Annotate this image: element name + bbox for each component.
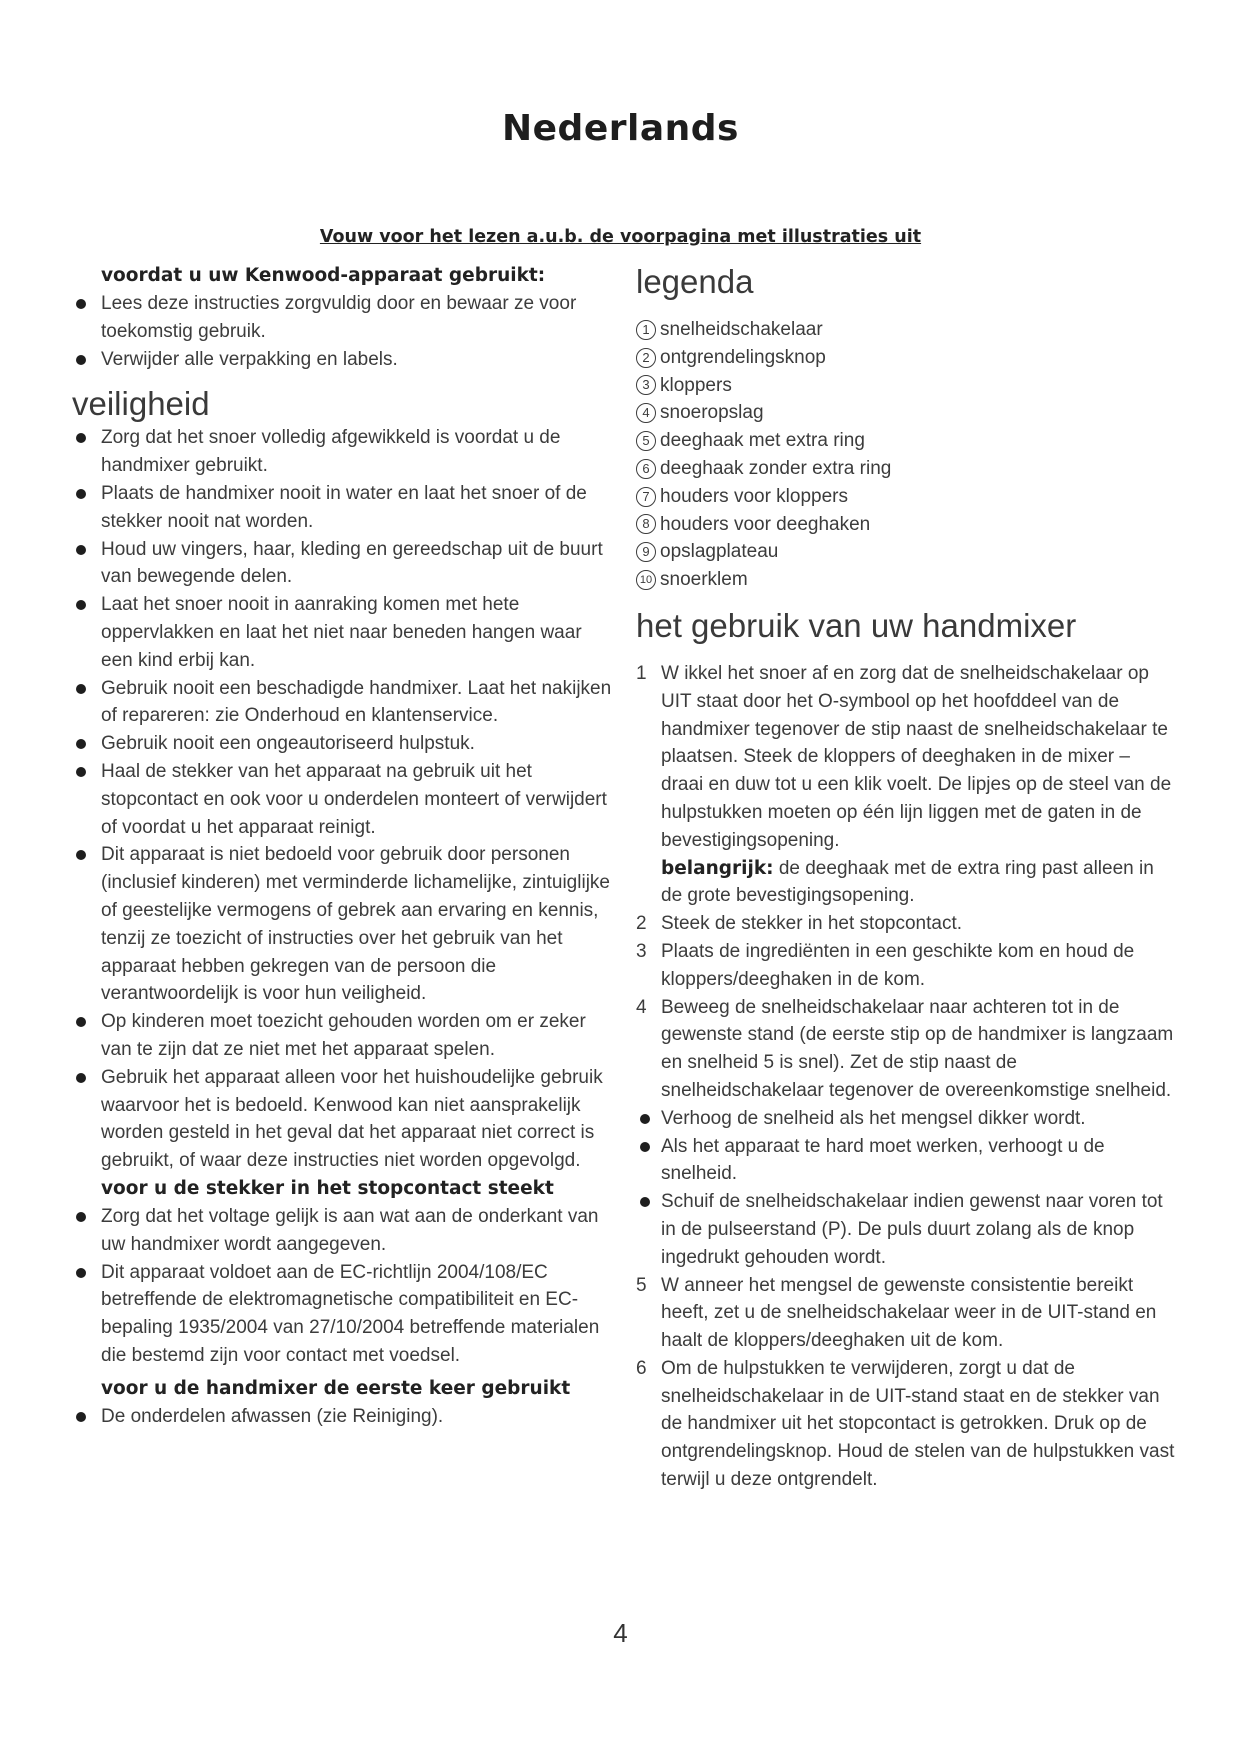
list-item: Gebruik nooit een ongeautoriseerd hulpstuk.: [72, 730, 612, 758]
number-circle-icon: 9: [636, 542, 656, 562]
number-circle-icon: 3: [636, 375, 656, 395]
legend-label: houders voor deeghaken: [660, 513, 871, 535]
legend-label: deeghaak met extra ring: [660, 430, 865, 452]
number-circle-icon: 4: [636, 403, 656, 423]
left-column: [72, 262, 612, 1430]
legend-item: [636, 316, 1176, 344]
list-item: Laat het snoer nooit in aanraking komen met hete oppervlakken en laat het niet naar beneden hangen waar een kind erbij kan.: [72, 591, 612, 674]
number-circle-icon: 7: [636, 487, 656, 507]
before-use-list: [72, 290, 612, 373]
list-item: Plaats de handmixer nooit in water en laat het snoer of de stekker nooit nat worden.: [72, 480, 612, 536]
right-column: [636, 262, 1176, 1494]
list-item: Houd uw vingers, haar, kleding en gereedschap uit de buurt van bewegende delen.: [72, 536, 612, 592]
fold-notice: Vouw voor het lezen a.u.b. de voorpagina met illustraties uit: [319, 227, 922, 247]
list-item: De onderdelen afwassen (zie Reiniging).: [72, 1403, 612, 1431]
list-item: Verwijder alle verpakking en labels.: [72, 346, 612, 374]
list-item: Gebruik nooit een beschadigde handmixer. Laat het nakijken of repareren: zie Onderhoud en klantenservice.: [72, 675, 612, 731]
list-item: Op kinderen moet toezicht gehouden worden om er zeker van te zijn dat ze niet met het apparaat spelen.: [72, 1008, 612, 1064]
legend-label: opslagplateau: [660, 541, 779, 563]
step-number: 2: [636, 913, 647, 935]
list-item: Lees deze instructies zorgvuldig door en bewaar ze voor toekomstig gebruik.: [72, 290, 612, 346]
step-6: [636, 1355, 1176, 1494]
safety-list: [72, 424, 612, 1175]
plug-heading: voor u de stekker in het stopcontact steekt: [101, 1177, 554, 1199]
legend-item: [636, 344, 1176, 372]
step-number: 4: [636, 996, 647, 1018]
step-text: W ikkel het snoer af en zorg dat de snelheidschakelaar op UIT staat door het O-symbool op het hoofddeel van de handmixer tegenover de stip naast de snelheidschakelaar te plaatsen. Steek de kloppers of deeghaken in de mixer – draai en duw tot u een klik voelt. De lipjes op de steel van de hulpstukken moeten op één lijn liggen met de gaten in de bevestigingsopening.: [661, 662, 1172, 851]
step-number: 1: [636, 662, 647, 684]
legend-item: [636, 399, 1176, 427]
list-item: Zorg dat het voltage gelijk is aan wat aan de onderkant van uw handmixer wordt aangegeven.: [72, 1203, 612, 1259]
legend-item: [636, 483, 1176, 511]
legend-list: [636, 316, 1176, 594]
step-text: W anneer het mengsel de gewenste consistentie bereikt heeft, zet u de snelheidschakelaar weer in de UIT-stand en haalt de kloppers/deeghaken uit de kom.: [661, 1274, 1157, 1352]
number-circle-icon: 2: [636, 348, 656, 368]
legend-label: snoeropslag: [660, 402, 764, 424]
step-text: Om de hulpstukken te verwijderen, zorgt u dat de snelheidschakelaar in de UIT-stand staat en de stekker van de handmixer uit het stopcontact is getrokken. Druk op de ontgrendelingsknop. Houd de stelen van de hulpstukken vast terwijl u deze ontgrendelt.: [661, 1357, 1175, 1491]
legend-item: [636, 566, 1176, 594]
step-3: [636, 938, 1176, 994]
step-bullet: Verhoog de snelheid als het mengsel dikker wordt.: [636, 1105, 1176, 1133]
step-text: Beweeg de snelheidschakelaar naar achteren tot in de gewenste stand (de eerste stip op de handmixer is langzaam en snelheid 5 is snel). Zet de stip naast de snelheidschakelaar tegenover de overeenkomstige snelheid.: [661, 996, 1174, 1101]
legend-label: snoerklem: [660, 569, 748, 591]
step-bullet: Schuif de snelheidschakelaar indien gewenst naar voren tot in de pulseerstand (P). De puls duurt zolang als de knop ingedrukt gehouden wordt.: [636, 1188, 1176, 1271]
usage-heading: het gebruik van uw handmixer: [636, 606, 1077, 644]
important-text: de deeghaak met de extra ring past alleen in de grote bevestigingsopening.: [661, 857, 1154, 907]
legend-item: [636, 427, 1176, 455]
first-use-list: [72, 1403, 612, 1431]
legend-label: deeghaak zonder extra ring: [660, 457, 892, 479]
step-text: Steek de stekker in het stopcontact.: [661, 913, 963, 935]
number-circle-icon: 6: [636, 459, 656, 479]
first-use-heading: voor u de handmixer de eerste keer gebruikt: [101, 1377, 571, 1399]
legend-label: houders voor kloppers: [660, 485, 848, 507]
important-label: belangrijk:: [661, 857, 774, 879]
number-circle-icon: 5: [636, 431, 656, 451]
number-circle-icon: 8: [636, 514, 656, 534]
step-number: 3: [636, 940, 647, 962]
legend-heading: legenda: [636, 263, 754, 300]
legend-item: [636, 372, 1176, 400]
step-1: [636, 660, 1176, 910]
page-number: 4: [613, 1618, 628, 1648]
step-text: Plaats de ingrediënten in een geschikte kom en houd de kloppers/deeghaken in de kom.: [661, 940, 1135, 990]
page-title: Nederlands: [502, 108, 739, 149]
legend-label: snelheidschakelaar: [660, 319, 823, 340]
legend-item: [636, 455, 1176, 483]
step-number: 5: [636, 1274, 647, 1296]
safety-heading: veiligheid: [72, 385, 210, 423]
number-circle-icon: 10: [636, 570, 656, 590]
before-use-heading: voordat u uw Kenwood-apparaat gebruikt:: [101, 265, 546, 286]
list-item: Dit apparaat voldoet aan de EC-richtlijn 2004/108/EC betreffende de elektromagnetische compatibiliteit en EC-bepaling 1935/2004 van 27/10/2004 betreffende materialen die bestemd zijn voor contact met voedsel.: [72, 1259, 612, 1370]
list-item: Zorg dat het snoer volledig afgewikkeld is voordat u de handmixer gebruikt.: [72, 424, 612, 480]
step-number: 6: [636, 1357, 647, 1379]
list-item: Haal de stekker van het apparaat na gebruik uit het stopcontact en ook voor u onderdelen monteert of verwijdert of voordat u het apparaat reinigt.: [72, 758, 612, 841]
legend-item: [636, 538, 1176, 566]
step-4: [636, 994, 1176, 1105]
list-item: Gebruik het apparaat alleen voor het huishoudelijke gebruik waarvoor het is bedoeld. Kenwood kan niet aansprakelijk worden gesteld in het geval dat het apparaat niet correct is gebruikt, of waar deze instructies niet worden opgevolgd.: [72, 1064, 612, 1175]
number-circle-icon: 1: [636, 320, 656, 340]
usage-steps: [636, 660, 1176, 1494]
legend-item: [636, 511, 1176, 539]
legend-label: ontgrendelingsknop: [660, 346, 826, 368]
step-5: [636, 1272, 1176, 1355]
legend-label: kloppers: [660, 374, 732, 396]
list-item: Dit apparaat is niet bedoeld voor gebruik door personen (inclusief kinderen) met verminderde lichamelijke, zintuiglijke of geestelijke vermogens of gebrek aan ervaring en kennis, tenzij ze toezicht of instructies over het gebruik van het apparaat hebben gekregen van de persoon die verantwoordelijk is voor hun veiligheid.: [72, 841, 612, 1008]
plug-list: [72, 1203, 612, 1370]
step-bullet: Als het apparaat te hard moet werken, verhoogt u de snelheid.: [636, 1133, 1176, 1189]
step-2: [636, 910, 1176, 938]
